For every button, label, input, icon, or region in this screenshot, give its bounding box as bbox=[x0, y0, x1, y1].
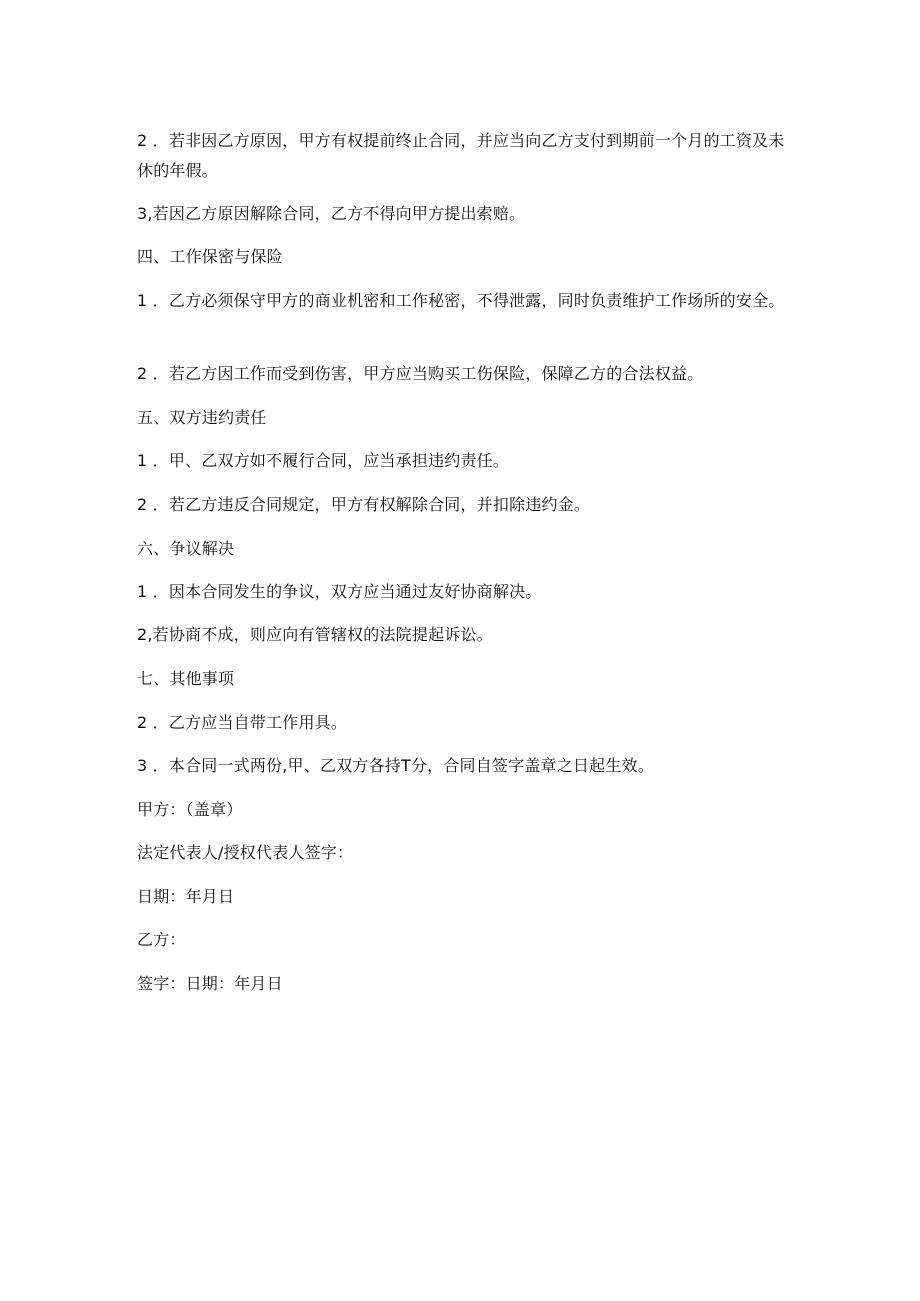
section-heading: 七、其他事项 bbox=[137, 669, 235, 688]
clause-paragraph: 3,若因乙方原因解除合同，乙方不得向甲方提出索赔。 bbox=[137, 204, 526, 223]
signature-line: 乙方： bbox=[137, 930, 186, 949]
clause-paragraph: 1 ．因本合同发生的争议，双方应当通过友好协商解决。 bbox=[137, 582, 542, 601]
section-heading: 六、争议解决 bbox=[137, 539, 235, 558]
signature-line: 法定代表人/授权代表人签字： bbox=[137, 843, 354, 862]
clause-paragraph: 1 ．乙方必须保守甲方的商业机密和工作秘密，不得泄露，同时负责维护工作场所的安全。 bbox=[137, 291, 785, 310]
section-heading: 四、工作保密与保险 bbox=[137, 247, 283, 266]
signature-line: 甲方：（盖章） bbox=[137, 800, 243, 819]
clause-paragraph: 2,若协商不成，则应向有管辖权的法院提起诉讼。 bbox=[137, 625, 493, 644]
clause-paragraph: 2 ．若乙方因工作而受到伤害，甲方应当购买工伤保险，保障乙方的合法权益。 bbox=[137, 364, 704, 383]
section-heading: 五、双方违约责任 bbox=[137, 408, 267, 427]
signature-date-line: 签字：日期：年月日 bbox=[137, 974, 283, 993]
clause-paragraph: 1 ．甲、乙双方如不履行合同，应当承担违约责任。 bbox=[137, 451, 510, 470]
clause-paragraph: 2 ．若非因乙方原因，甲方有权提前终止合同，并应当向乙方支付到期前一个月的工资及未休的年假。 bbox=[137, 131, 785, 180]
clause-paragraph: 2 ．若乙方违反合同规定，甲方有权解除合同，并扣除违约金。 bbox=[137, 495, 591, 514]
date-line: 日期：年月日 bbox=[137, 887, 235, 906]
clause-paragraph: 3 ．本合同一式两份,甲、乙双方各持T分，合同自签字盖章之日起生效。 bbox=[137, 756, 654, 775]
clause-paragraph: 2 ．乙方应当自带工作用具。 bbox=[137, 713, 348, 732]
